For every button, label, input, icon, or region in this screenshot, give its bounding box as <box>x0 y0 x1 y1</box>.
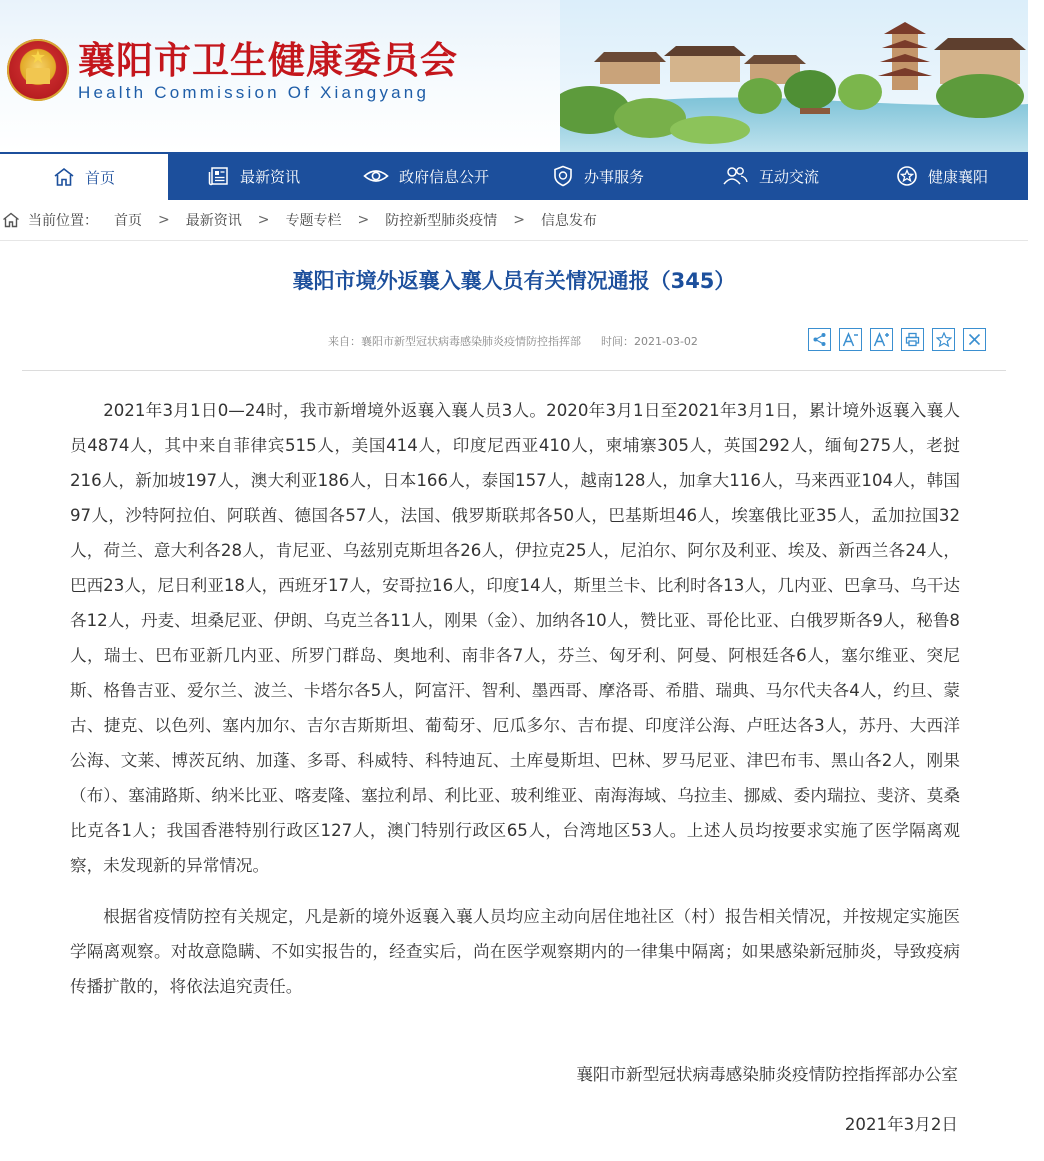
header-banner <box>0 0 1028 152</box>
breadcrumb-separator: > <box>257 212 270 228</box>
nav-label: 办事服务 <box>583 167 644 186</box>
article-title: 襄阳市境外返襄入襄人员有关情况通报（345） <box>292 269 736 293</box>
nav-item-health[interactable] <box>856 152 1028 200</box>
breadcrumb-epidemic[interactable]: 防控新型肺炎疫情 <box>385 213 498 229</box>
article-date: 2021年3月2日 <box>844 1115 958 1134</box>
close-icon <box>968 333 981 346</box>
health-icon <box>896 165 918 187</box>
article-body <box>70 393 960 1020</box>
national-emblem-logo: ★ <box>7 39 69 101</box>
breadcrumb-label: 当前位置： <box>28 213 98 229</box>
nav-label: 最新资讯 <box>239 167 300 186</box>
shield-icon <box>552 165 574 187</box>
close-button[interactable] <box>963 328 986 351</box>
divider <box>22 370 1006 371</box>
nav-item-home[interactable] <box>0 152 168 200</box>
news-icon <box>208 166 230 186</box>
share-button[interactable] <box>808 328 831 351</box>
share-icon <box>812 332 827 347</box>
nav-item-interaction[interactable] <box>684 152 856 200</box>
breadcrumb-separator: > <box>158 212 170 228</box>
font-decrease-icon <box>842 332 859 347</box>
nav-label: 首页 <box>84 168 115 187</box>
scenery-illustration <box>560 0 1028 152</box>
main-nav <box>0 152 1028 200</box>
article-toolbar <box>808 328 986 351</box>
article-paragraph: 根据省疫情防控有关规定，凡是新的境外返襄入襄人员均应主动向居住地社区（村）报告相关情况，并按规定实施医学隔离观察。对故意隐瞒、不如实报告的，经查实后，尚在医学观察期内的一律集中隔离；如果感染新冠肺炎，导致疫病传播扩散的，将依法追究责任。 <box>70 907 960 996</box>
breadcrumb-separator: > <box>357 212 370 228</box>
nav-label: 政府信息公开 <box>398 167 489 186</box>
home-icon <box>2 212 20 228</box>
users-icon <box>721 166 749 186</box>
nav-label: 健康襄阳 <box>927 167 988 186</box>
divider <box>0 240 1028 241</box>
nav-label: 互动交流 <box>758 167 819 186</box>
font-decrease-button[interactable] <box>839 328 862 351</box>
article-signature: 襄阳市新型冠状病毒感染肺炎疫情防控指挥部办公室 <box>576 1065 958 1084</box>
favorite-button[interactable] <box>932 328 955 351</box>
breadcrumb-topics[interactable]: 专题专栏 <box>285 213 342 229</box>
nav-item-news[interactable] <box>168 152 340 200</box>
font-increase-icon <box>873 332 890 347</box>
article-meta <box>328 333 698 349</box>
nav-item-services[interactable] <box>512 152 684 200</box>
breadcrumb-home[interactable]: 首页 <box>114 213 142 229</box>
breadcrumb-release[interactable]: 信息发布 <box>540 213 597 229</box>
star-icon <box>936 332 952 347</box>
nav-item-gov-info[interactable] <box>340 152 512 200</box>
print-icon <box>905 332 920 347</box>
site-subtitle: Health Commission Of Xiangyang <box>78 83 430 102</box>
print-button[interactable] <box>901 328 924 351</box>
site-title: 襄阳市卫生健康委员会 <box>78 39 458 82</box>
font-increase-button[interactable] <box>870 328 893 351</box>
article-source: 来自：襄阳市新型冠状病毒感染肺炎疫情防控指挥部 <box>328 335 581 348</box>
home-icon <box>53 167 75 187</box>
breadcrumb <box>0 206 1028 234</box>
eye-icon <box>363 167 389 185</box>
article-time: 时间：2021-03-02 <box>601 335 698 348</box>
breadcrumb-separator: > <box>513 212 525 228</box>
breadcrumb-news[interactable]: 最新资讯 <box>185 213 242 229</box>
article-paragraph: 2021年3月1日0—24时，我市新增境外返襄入襄人员3人。2020年3月1日至2021年3月1日，累计境外返襄入襄人员4874人，其中来自菲律宾515人，美国414人，印度尼西亚410人，柬埔寨305人，英国292人，缅甸275人，老挝216人，新加坡197人，澳大利亚186人，日本166人，泰国157人，越南128人，加拿大116人，马来西亚104人，韩国97人，沙特阿拉伯、阿联酋、德国各57人，法国、俄罗斯联邦各50人，巴基斯坦46人，埃塞俄比亚35人，孟加拉国32人，荷兰、意大利各28人，肯尼亚、乌兹别克斯坦各26人，伊拉克25人，尼泊尔、阿尔及利亚、埃及、新西兰各24人，巴西23人，尼日利亚18人，西班牙17人，安哥拉16人，印度14人，斯里兰卡、比利时各13人，几内亚、巴拿马、乌干达各12人，丹麦、坦桑尼亚、伊朗、乌克兰各11人，刚果（金）、加纳各10人，赞比亚、哥伦比亚、白俄罗斯各9人，秘鲁8人，瑞士、巴布亚新几内亚、所罗门群岛、奥地利、南非各7人，芬兰、匈牙利、阿曼、阿根廷各6人，塞尔维亚、突尼斯、格鲁吉亚、爱尔兰、波兰、卡塔尔各5人，阿富汗、智利、墨西哥、摩洛哥、希腊、瑞典、马尔代夫各4人，约旦、蒙古、捷克、以色列、塞内加尔、吉尔吉斯斯坦、葡萄牙、厄瓜多尔、吉布提、印度洋公海、卢旺达各3人，苏丹、大西洋公海、文莱、博茨瓦纳、加蓬、多哥、科威特、科特迪瓦、土库曼斯坦、巴林、罗马尼亚、津巴布韦、黑山各2人，刚果（布）、塞浦路斯、纳米比亚、喀麦隆、塞拉利昂、利比亚、玻利维亚、南海海域、乌拉圭、挪威、委内瑞拉、斐济、莫桑比克各1人；我国香港特别行政区127人，澳门特别行政区65人，台湾地区53人。上述人员均按要求实施了医学隔离观察，未发现新的异常情况。 <box>70 401 960 875</box>
